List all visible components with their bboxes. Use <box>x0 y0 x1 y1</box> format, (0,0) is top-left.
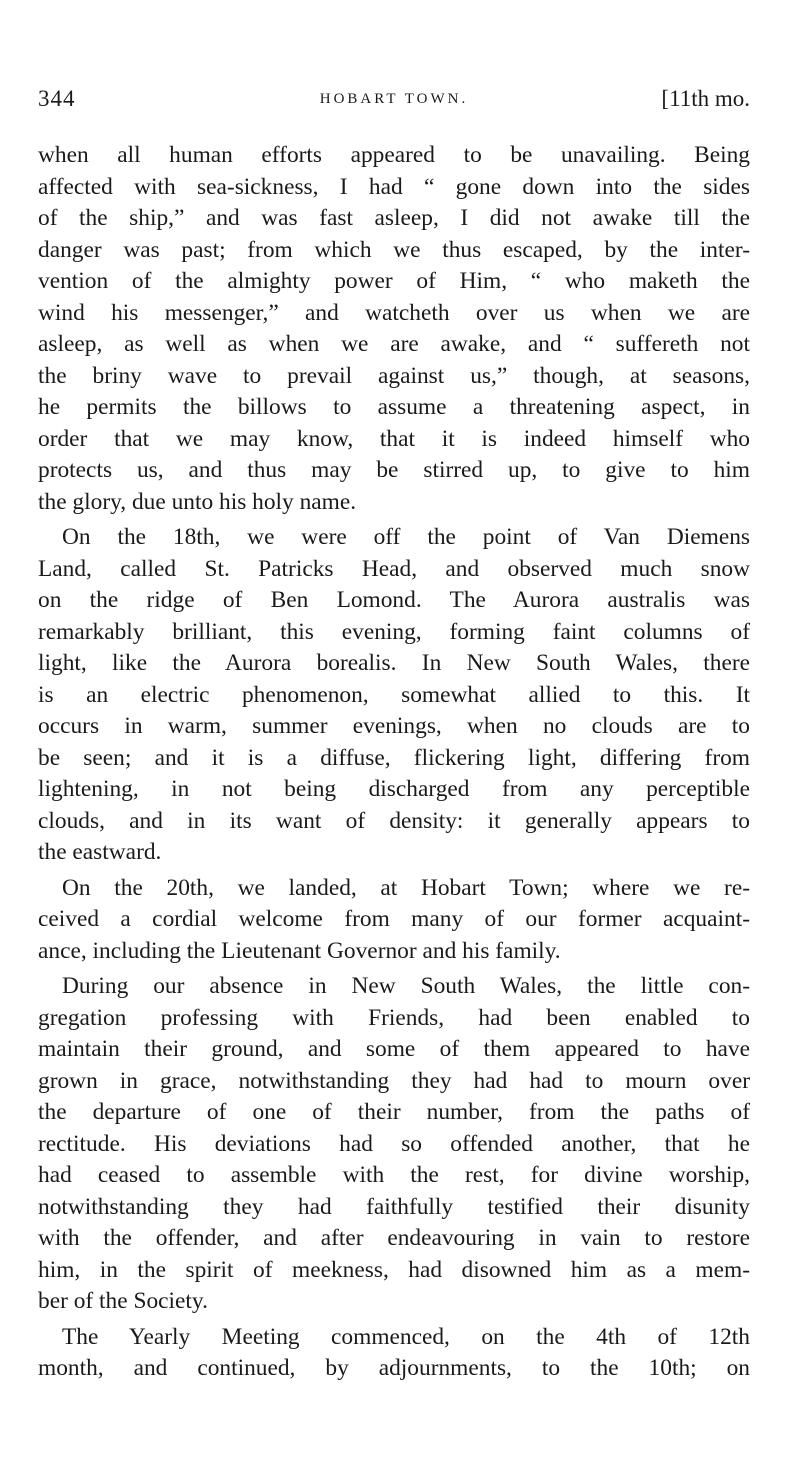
paragraph <box>38 971 750 1318</box>
text-line: is an electric phenomenon, somewhat allied to this. It <box>38 681 750 708</box>
text-line: During our absence in New South Wales, the little con- <box>62 973 750 999</box>
text-line: of the ship,” and was fast asleep, I did not awake till the <box>38 205 750 231</box>
text-line: lightening, in not being discharged from any perceptible <box>38 776 750 802</box>
text-line: affected with sea-sickness, I had “ gone down into the sides <box>38 173 750 200</box>
running-date: [11th mo. <box>661 86 750 111</box>
text-line: the briny wave to prevail against us,” though, at seasons, <box>38 362 750 389</box>
text-line: gregation professing with Friends, had been enabled to <box>38 1004 750 1031</box>
body-text <box>38 140 750 1385</box>
text-line: asleep, as well as when we are awake, and “ suffereth not <box>38 331 750 357</box>
text-line: ceived a cordial welcome from many of our former acquaint- <box>38 906 750 932</box>
text-line: wind his messenger,” and watcheth over us when we are <box>38 299 750 326</box>
text-line: clouds, and in its want of density: it generally appears to <box>38 807 750 834</box>
text-line: had ceased to assemble with the rest, for divine worship, <box>38 1162 750 1188</box>
page-number: 344 <box>38 86 76 111</box>
text-line: On the 18th, we were off the point of Van Diemens <box>62 524 750 550</box>
paragraph <box>38 873 750 968</box>
text-line: him, in the spirit of meekness, had disowned him as a mem- <box>38 1256 750 1283</box>
text-line: be seen; and it is a diffuse, flickering light, differing from <box>38 744 750 771</box>
text-line: notwithstanding they had faithfully testified their disunity <box>38 1193 750 1220</box>
text-line: the eastward. <box>38 839 162 865</box>
text-line: On the 20th, we landed, at Hobart Town; where we re- <box>62 874 750 901</box>
text-line: rectitude. His deviations had so offended another, that he <box>38 1130 750 1157</box>
text-line: Land, called St. Patricks Head, and observed much snow <box>38 555 750 582</box>
text-line: when all human efforts appeared to be unavailing. Being <box>38 142 750 168</box>
text-line: remarkably brilliant, this evening, forming faint columns of <box>38 618 750 645</box>
text-line: danger was past; from which we thus escaped, by the inter- <box>38 236 750 263</box>
text-line: ance, including the Lieutenant Governor and his family. <box>38 937 561 964</box>
text-line: maintain their ground, and some of them appeared to have <box>38 1036 750 1062</box>
paragraph <box>38 1322 750 1385</box>
text-line: he permits the billows to assume a threatening aspect, in <box>38 394 750 420</box>
text-line: grown in grace, notwithstanding they had had to mourn over <box>38 1067 750 1094</box>
text-line: with the offender, and after endeavouring in vain to restore <box>38 1225 750 1251</box>
text-line: protects us, and thus may be stirred up, to give to him <box>38 457 750 483</box>
text-line: the glory, due unto his holy name. <box>38 488 357 515</box>
running-title: HOBART TOWN. <box>319 91 469 107</box>
text-line: vention of the almighty power of Him, “ who maketh the <box>38 268 750 294</box>
text-line: ber of the Society. <box>38 1288 208 1314</box>
text-line: the departure of one of their number, from the paths of <box>38 1099 750 1125</box>
text-line: occurs in warm, summer evenings, when no clouds are to <box>38 713 750 739</box>
text-line: The Yearly Meeting commenced, on the 4th of 12th <box>62 1323 750 1350</box>
running-head <box>38 86 750 116</box>
text-line: order that we may know, that it is indeed himself who <box>38 425 750 452</box>
text-line: light, like the Aurora borealis. In New South Wales, there <box>38 650 750 676</box>
paragraph <box>38 522 750 869</box>
text-line: month, and continued, by adjournments, to the 10th; on <box>38 1355 750 1381</box>
paragraph <box>38 140 750 518</box>
text-line: on the ridge of Ben Lomond. The Aurora australis was <box>38 587 750 613</box>
